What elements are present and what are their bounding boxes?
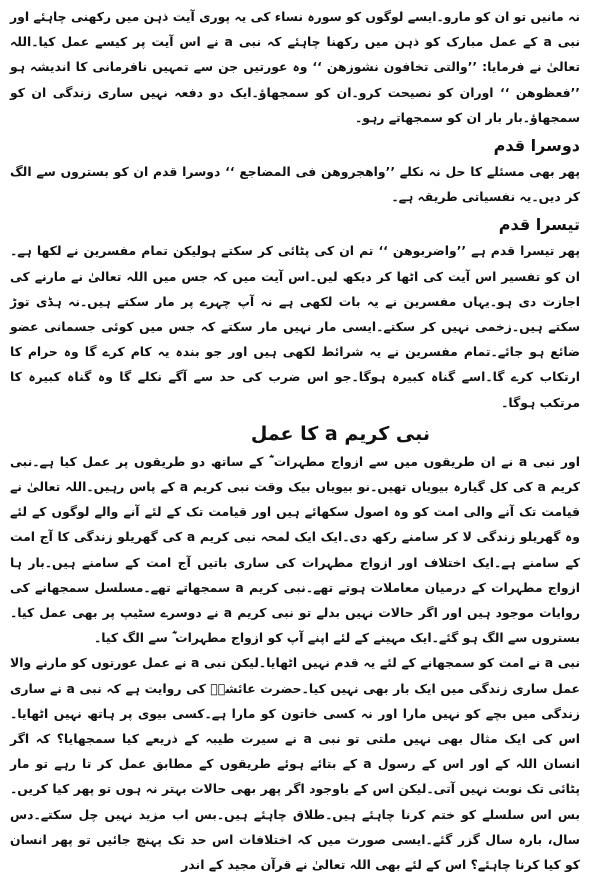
prophet-practice-paragraph-1: اور نبی a نے ان طریقوں میں سے ازواج مطہرات ؓ کے ساتھ دو طریقوں پر عمل کیا ہے۔نبی کریم a کی کل گیارہ بیویاں تھیں۔نو بیویاں بیک وقت نبی کریم a کے پاس رہیں۔اللہ تعالیٰ نے قیامت تک آنے والی امت کو وہ اصول سکھائے ہیں اور قیامت تک کے لئے آنے والے لوگوں کے لئے وہ گھریلو زندگی لا کر سامنے رکھ دی۔ایک ایک لمحہ نبی کریم a کی گھریلو زندگی کا آج امت کے سامنے ہے۔ایک اختلاف اور ازواج مطہرات کی ساری باتیں آج امت کے سامنے ہیں۔بار ہا ازواج مطہرات کے درمیان معاملات ہوتے تھے۔نبی کریم a سمجھاتے تھے۔مسلسل سمجھانے کی روایات موجود ہیں اور اگر حالات نہیں بدلے تو نبی کریم a نے دوسرے سٹیپ پر بھی عمل کیا۔بستروں سے الگ ہو گئے۔ایک مہینے کے لئے اپنے آپ کو ازواج مطہرات ؓ سے الگ کیا۔: [10, 453, 580, 646]
prophet-practice-paragraph-2: نبی a نے امت کو سمجھانے کے لئے یہ قدم نہیں اٹھایا۔لیکن نبی a نے عمل عورتوں کو مارنے والا عمل ساری زندگی میں ایک بار بھی نہیں کیا۔حضرت عائشہؓ کی روایت ہے کہ نبی a نے ساری زندگی میں بچے کو نہیں مارا اور نہ کسی خاتون کو مارا ہے۔کسی بیوی پر ہاتھ نہیں اٹھایا۔اس کی ایک مثال بھی نہیں ملتی تو نبی a نے سیرت طیبہ کے ذریعے کیا سمجھایا؟ کہ اگر انسان اللہ کے اور اس کے رسول a کے بتائے ہوئے طریقوں کے مطابق عمل کر تا رہے تو مار پٹائی تک نوبت نہیں آتی۔لیکن اس کے باوجود اگر پھر بھی حالات بہتر نہ ہوں تو پھر کیا کریں۔بس اس سلسلے کو ختم کرنا چاہئے ہیں۔طلاق چاہئے ہیں۔بس اب مزید نہیں چل سکتے۔دس سال، بارہ سال گزر گئے۔ایسی صورت میں کہ اختلافات اس حد تک پہنچ جائیں تو پھر انسان کو کیا کرنا چاہئے؟ اس کے لئے بھی اللہ تعالیٰ نے قرآن مجید کے اندر: [10, 655, 581, 873]
second-step-paragraph: پھر بھی مسئلے کا حل نہ نکلے ’’واھجروھن فی المضاجع ‘‘ دوسرا قدم ان کو بستروں سے الگ کر دیں۔یہ نفسیاتی طریقہ ہے۔: [10, 164, 580, 205]
third-step-paragraph: پھر تیسرا قدم ہے ’’واضربوھن ‘‘ تم ان کی پٹائی کر سکتے ہولیکن تمام مفسرین نے لکھا ہے۔ان کو تفسیر اس آیت کی اٹھا کر دیکھ لیں۔اس آیت میں کہ جس میں اللہ تعالیٰ نے مارنے کی اجازت دی ہو۔یہاں مفسرین نے یہ بات لکھی ہے نہ آپ چہرے پر مار سکتے ہیں۔نہ ہڈی توڑ سکتے ہیں۔زخمی نہیں کر سکتے۔ایسی مار نہیں مار سکتے کہ جس میں کوئی جسمانی عضو ضائع ہو جائے۔تمام مفسرین نے یہ شرائط لکھی ہیں اور جو بندہ یہ کام کرے گا وہ حرام کا ارتکاب کرے گا۔اسے گناہ کبیرہ ہوگا۔جو اس ضرب کی حد سے آگے نکلے گا وہ گناہ کبیرہ کا مرتکب ہوگا۔: [10, 243, 580, 410]
heading-prophet-practice: نبی کریم a کا عمل: [250, 422, 430, 445]
heading-second-step: دوسرا قدم: [493, 136, 580, 156]
intro-paragraph: نہ مانیں تو ان کو مارو۔ایسے لوگوں کو سورہ نساء کی یہ پوری آیت ذہن میں رکھنی چاہئے اور نبی a کے عمل مبارک کو ذہن میں رکھنا چاہئے کہ نبی a نے اس آیت پر کیسے عمل کیا۔اللہ تعالیٰ نے فرمایا: ’’والتی تخافون نشوزھن ‘‘ وہ عورتیں جن سے تمہیں نافرمانی کا اندیشہ ہو ’’فعظوھن ‘‘ اوران کو نصیحت کرو۔ان کو سمجھاؤ۔ایک دو دفعہ نہیں ساری زندگی ان کو سمجھاؤ۔بار بار ان کو سمجھاتے رہو۔: [10, 9, 580, 125]
heading-third-step: تیسرا قدم: [498, 215, 580, 235]
